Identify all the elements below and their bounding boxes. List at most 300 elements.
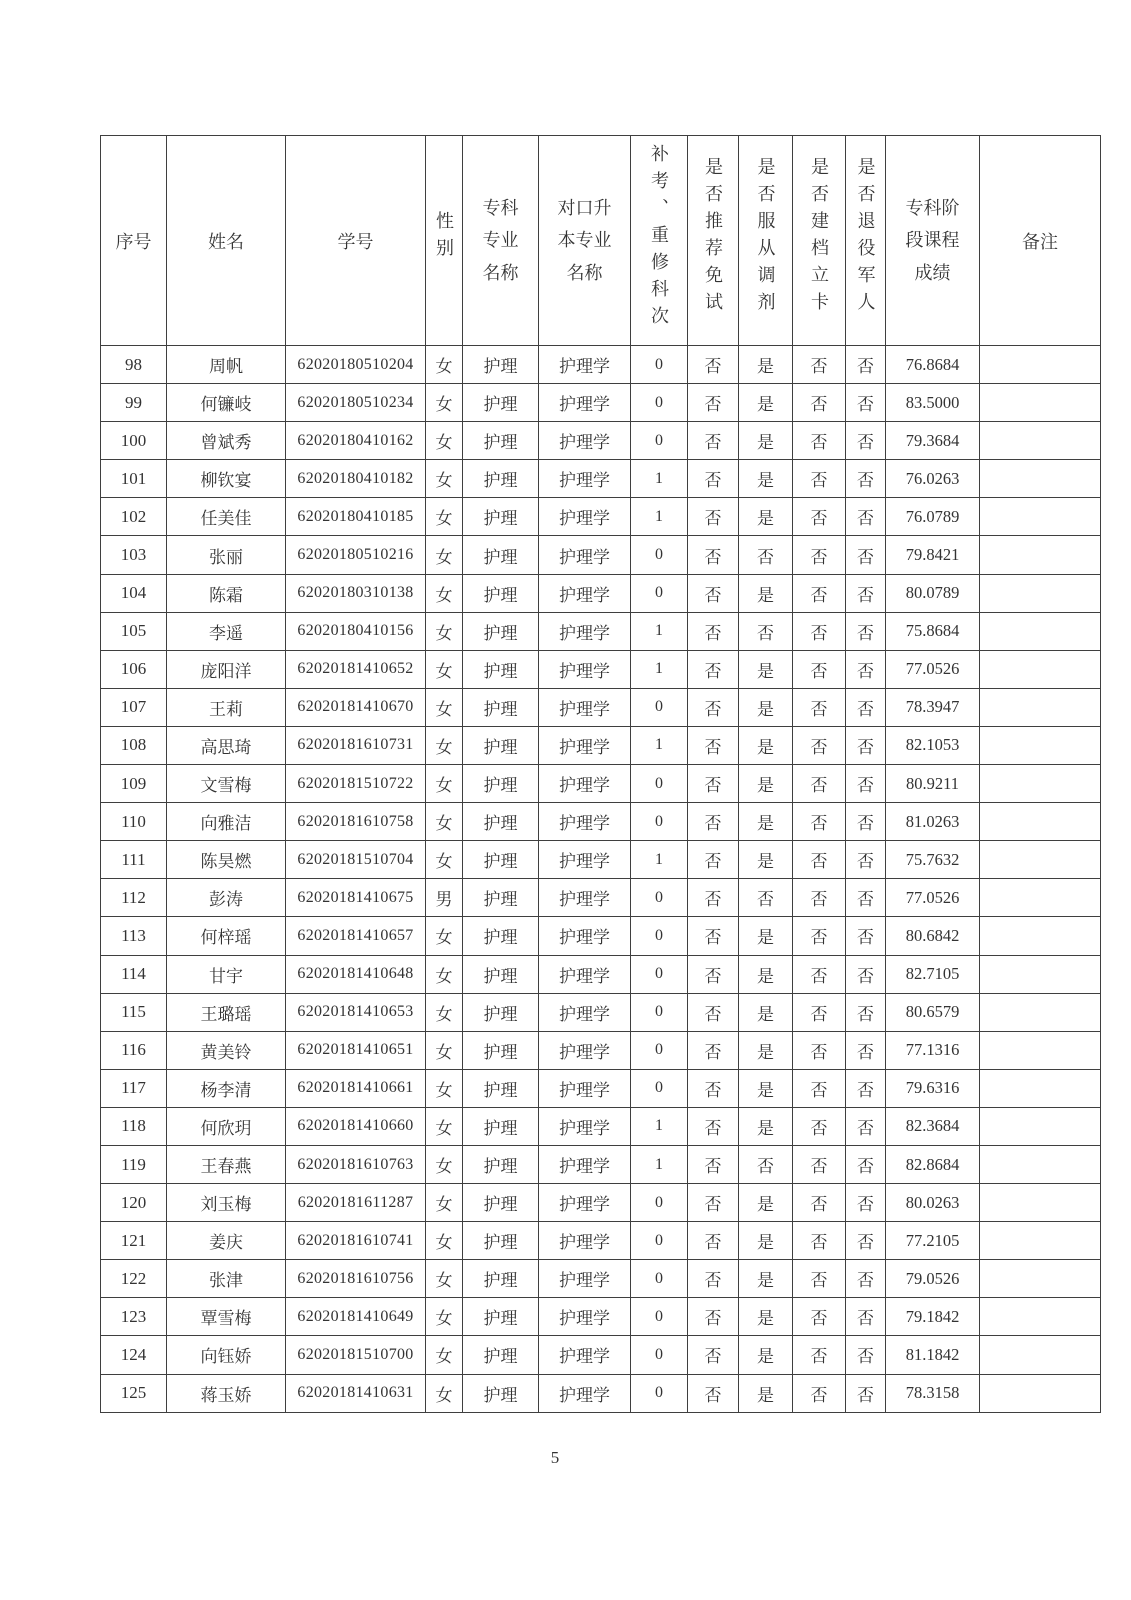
student-id-cell: 62020181410657 — [286, 917, 426, 955]
student-id-cell: 62020180410182 — [286, 460, 426, 498]
remark-cell — [980, 460, 1101, 498]
name-cell: 张丽 — [167, 536, 286, 574]
retake-count-cell: 1 — [631, 841, 688, 879]
score-cell: 80.6842 — [886, 917, 980, 955]
exempt-cell: 否 — [688, 688, 739, 726]
gender-cell: 女 — [426, 917, 463, 955]
veteran-cell: 否 — [846, 1336, 886, 1374]
college-major-cell: 护理 — [463, 879, 539, 917]
veteran-cell: 否 — [846, 346, 886, 384]
poverty-card-cell: 否 — [793, 1260, 846, 1298]
retake-count-cell: 0 — [631, 536, 688, 574]
col-header-college-major-label: 专科专业名称 — [482, 197, 519, 283]
target-major-cell: 护理学 — [539, 574, 631, 612]
poverty-card-cell: 否 — [793, 574, 846, 612]
name-cell: 陈霜 — [167, 574, 286, 612]
remark-cell — [980, 384, 1101, 422]
veteran-cell: 否 — [846, 917, 886, 955]
exempt-cell: 否 — [688, 726, 739, 764]
college-major-cell: 护理 — [463, 422, 539, 460]
student-id-cell: 62020180510216 — [286, 536, 426, 574]
college-major-cell: 护理 — [463, 1374, 539, 1412]
index-cell: 100 — [101, 422, 167, 460]
gender-cell: 女 — [426, 460, 463, 498]
college-major-cell: 护理 — [463, 1031, 539, 1069]
adjustment-cell: 是 — [739, 1298, 793, 1336]
poverty-card-cell: 否 — [793, 879, 846, 917]
remark-cell — [980, 612, 1101, 650]
retake-count-cell: 0 — [631, 1222, 688, 1260]
index-cell: 109 — [101, 765, 167, 803]
adjustment-cell: 是 — [739, 1184, 793, 1222]
index-cell: 115 — [101, 993, 167, 1031]
college-major-cell: 护理 — [463, 650, 539, 688]
target-major-cell: 护理学 — [539, 917, 631, 955]
remark-cell — [980, 498, 1101, 536]
adjustment-cell: 是 — [739, 993, 793, 1031]
adjustment-cell: 是 — [739, 346, 793, 384]
poverty-card-cell: 否 — [793, 612, 846, 650]
col-header-poverty-card — [793, 136, 846, 346]
college-major-cell: 护理 — [463, 1184, 539, 1222]
col-header-index-label: 序号 — [115, 231, 152, 252]
exempt-cell: 否 — [688, 1260, 739, 1298]
veteran-cell: 否 — [846, 1069, 886, 1107]
veteran-cell: 否 — [846, 1222, 886, 1260]
veteran-cell: 否 — [846, 726, 886, 764]
target-major-cell: 护理学 — [539, 384, 631, 422]
gender-cell: 男 — [426, 879, 463, 917]
name-cell: 高思琦 — [167, 726, 286, 764]
target-major-cell: 护理学 — [539, 1145, 631, 1183]
index-cell: 117 — [101, 1069, 167, 1107]
score-cell: 82.3684 — [886, 1107, 980, 1145]
col-header-target-major-label: 对口升本专业名称 — [557, 197, 612, 283]
score-cell: 79.1842 — [886, 1298, 980, 1336]
adjustment-cell: 是 — [739, 1107, 793, 1145]
name-cell: 甘宇 — [167, 955, 286, 993]
college-major-cell: 护理 — [463, 955, 539, 993]
poverty-card-cell: 否 — [793, 384, 846, 422]
college-major-cell: 护理 — [463, 574, 539, 612]
name-cell: 黄美铃 — [167, 1031, 286, 1069]
col-header-adjustment — [739, 136, 793, 346]
gender-cell: 女 — [426, 422, 463, 460]
col-header-exempt-label: 是否推荐免试 — [703, 157, 723, 319]
college-major-cell: 护理 — [463, 765, 539, 803]
index-cell: 112 — [101, 879, 167, 917]
score-cell: 77.1316 — [886, 1031, 980, 1069]
veteran-cell: 否 — [846, 574, 886, 612]
adjustment-cell: 是 — [739, 1260, 793, 1298]
remark-cell — [980, 536, 1101, 574]
target-major-cell: 护理学 — [539, 955, 631, 993]
exempt-cell: 否 — [688, 384, 739, 422]
remark-cell — [980, 1145, 1101, 1183]
retake-count-cell: 0 — [631, 803, 688, 841]
table-row — [101, 1145, 1101, 1183]
gender-cell: 女 — [426, 1260, 463, 1298]
retake-count-cell: 0 — [631, 422, 688, 460]
col-header-retake-count — [631, 136, 688, 346]
student-score-table — [100, 135, 1101, 1413]
gender-cell: 女 — [426, 650, 463, 688]
adjustment-cell: 是 — [739, 1031, 793, 1069]
retake-count-cell: 0 — [631, 346, 688, 384]
retake-count-cell: 0 — [631, 1069, 688, 1107]
poverty-card-cell: 否 — [793, 1374, 846, 1412]
poverty-card-cell: 否 — [793, 498, 846, 536]
student-id-cell: 62020180410156 — [286, 612, 426, 650]
remark-cell — [980, 422, 1101, 460]
index-cell: 101 — [101, 460, 167, 498]
index-cell: 102 — [101, 498, 167, 536]
table-row — [101, 841, 1101, 879]
adjustment-cell: 否 — [739, 612, 793, 650]
index-cell: 107 — [101, 688, 167, 726]
adjustment-cell: 是 — [739, 460, 793, 498]
table-row — [101, 1069, 1101, 1107]
exempt-cell: 否 — [688, 1031, 739, 1069]
name-cell: 何镰岐 — [167, 384, 286, 422]
college-major-cell: 护理 — [463, 460, 539, 498]
index-cell: 121 — [101, 1222, 167, 1260]
target-major-cell: 护理学 — [539, 1222, 631, 1260]
name-cell: 李遥 — [167, 612, 286, 650]
score-cell: 80.6579 — [886, 993, 980, 1031]
retake-count-cell: 0 — [631, 1031, 688, 1069]
retake-count-cell: 0 — [631, 1336, 688, 1374]
page-number: 5 — [550, 1448, 560, 1467]
gender-cell: 女 — [426, 765, 463, 803]
name-cell: 何欣玥 — [167, 1107, 286, 1145]
name-cell: 覃雪梅 — [167, 1298, 286, 1336]
adjustment-cell: 是 — [739, 384, 793, 422]
veteran-cell: 否 — [846, 1374, 886, 1412]
name-cell: 周帆 — [167, 346, 286, 384]
adjustment-cell: 是 — [739, 917, 793, 955]
adjustment-cell: 是 — [739, 841, 793, 879]
name-cell: 曾斌秀 — [167, 422, 286, 460]
remark-cell — [980, 1298, 1101, 1336]
score-cell: 76.0789 — [886, 498, 980, 536]
target-major-cell: 护理学 — [539, 993, 631, 1031]
remark-cell — [980, 1107, 1101, 1145]
name-cell: 蒋玉娇 — [167, 1374, 286, 1412]
college-major-cell: 护理 — [463, 1336, 539, 1374]
veteran-cell: 否 — [846, 650, 886, 688]
remark-cell — [980, 765, 1101, 803]
veteran-cell: 否 — [846, 1298, 886, 1336]
table-row — [101, 1107, 1101, 1145]
poverty-card-cell: 否 — [793, 536, 846, 574]
veteran-cell: 否 — [846, 688, 886, 726]
student-id-cell: 62020181610741 — [286, 1222, 426, 1260]
poverty-card-cell: 否 — [793, 1298, 846, 1336]
target-major-cell: 护理学 — [539, 536, 631, 574]
veteran-cell: 否 — [846, 1107, 886, 1145]
exempt-cell: 否 — [688, 346, 739, 384]
gender-cell: 女 — [426, 612, 463, 650]
adjustment-cell: 是 — [739, 726, 793, 764]
col-header-exempt — [688, 136, 739, 346]
poverty-card-cell: 否 — [793, 1069, 846, 1107]
target-major-cell: 护理学 — [539, 688, 631, 726]
student-id-cell: 62020181610756 — [286, 1260, 426, 1298]
table-row — [101, 346, 1101, 384]
veteran-cell: 否 — [846, 993, 886, 1031]
table-row — [101, 1298, 1101, 1336]
index-cell: 122 — [101, 1260, 167, 1298]
score-cell: 80.0263 — [886, 1184, 980, 1222]
name-cell: 向钰娇 — [167, 1336, 286, 1374]
retake-count-cell: 0 — [631, 1374, 688, 1412]
index-cell: 116 — [101, 1031, 167, 1069]
index-cell: 105 — [101, 612, 167, 650]
veteran-cell: 否 — [846, 1031, 886, 1069]
col-header-retake-count-label: 补考、重修科次 — [649, 143, 669, 333]
name-cell: 刘玉梅 — [167, 1184, 286, 1222]
gender-cell: 女 — [426, 1107, 463, 1145]
veteran-cell: 否 — [846, 955, 886, 993]
exempt-cell: 否 — [688, 879, 739, 917]
index-cell: 108 — [101, 726, 167, 764]
index-cell: 113 — [101, 917, 167, 955]
adjustment-cell: 是 — [739, 955, 793, 993]
poverty-card-cell: 否 — [793, 688, 846, 726]
college-major-cell: 护理 — [463, 1222, 539, 1260]
veteran-cell: 否 — [846, 841, 886, 879]
index-cell: 124 — [101, 1336, 167, 1374]
table-row — [101, 650, 1101, 688]
score-cell: 77.0526 — [886, 879, 980, 917]
score-cell: 77.0526 — [886, 650, 980, 688]
table-row — [101, 803, 1101, 841]
retake-count-cell: 1 — [631, 612, 688, 650]
col-header-score-label: 专科阶段课程成绩 — [905, 197, 960, 283]
remark-cell — [980, 1260, 1101, 1298]
poverty-card-cell: 否 — [793, 1107, 846, 1145]
table-row — [101, 1374, 1101, 1412]
target-major-cell: 护理学 — [539, 1336, 631, 1374]
veteran-cell: 否 — [846, 612, 886, 650]
score-cell: 79.6316 — [886, 1069, 980, 1107]
poverty-card-cell: 否 — [793, 803, 846, 841]
retake-count-cell: 1 — [631, 650, 688, 688]
adjustment-cell: 是 — [739, 422, 793, 460]
target-major-cell: 护理学 — [539, 346, 631, 384]
score-cell: 75.8684 — [886, 612, 980, 650]
remark-cell — [980, 1031, 1101, 1069]
poverty-card-cell: 否 — [793, 765, 846, 803]
adjustment-cell: 是 — [739, 1222, 793, 1260]
score-cell: 77.2105 — [886, 1222, 980, 1260]
remark-cell — [980, 726, 1101, 764]
college-major-cell: 护理 — [463, 346, 539, 384]
exempt-cell: 否 — [688, 422, 739, 460]
exempt-cell: 否 — [688, 536, 739, 574]
gender-cell: 女 — [426, 498, 463, 536]
table-row — [101, 765, 1101, 803]
score-cell: 78.3158 — [886, 1374, 980, 1412]
remark-cell — [980, 917, 1101, 955]
remark-cell — [980, 955, 1101, 993]
veteran-cell: 否 — [846, 460, 886, 498]
target-major-cell: 护理学 — [539, 879, 631, 917]
index-cell: 123 — [101, 1298, 167, 1336]
table-row — [101, 612, 1101, 650]
remark-cell — [980, 1069, 1101, 1107]
gender-cell: 女 — [426, 1145, 463, 1183]
remark-cell — [980, 879, 1101, 917]
student-id-cell: 62020181410648 — [286, 955, 426, 993]
veteran-cell: 否 — [846, 1184, 886, 1222]
col-header-poverty-card-label: 是否建档立卡 — [809, 157, 829, 319]
target-major-cell: 护理学 — [539, 650, 631, 688]
name-cell: 杨李清 — [167, 1069, 286, 1107]
col-header-remark — [980, 136, 1101, 346]
col-header-index — [101, 136, 167, 346]
adjustment-cell: 是 — [739, 803, 793, 841]
retake-count-cell: 0 — [631, 1298, 688, 1336]
name-cell: 庞阳洋 — [167, 650, 286, 688]
exempt-cell: 否 — [688, 1184, 739, 1222]
retake-count-cell: 1 — [631, 498, 688, 536]
poverty-card-cell: 否 — [793, 460, 846, 498]
retake-count-cell: 0 — [631, 993, 688, 1031]
table-row — [101, 498, 1101, 536]
poverty-card-cell: 否 — [793, 1145, 846, 1183]
exempt-cell: 否 — [688, 1069, 739, 1107]
col-header-student-id-label: 学号 — [337, 231, 374, 252]
remark-cell — [980, 993, 1101, 1031]
target-major-cell: 护理学 — [539, 1069, 631, 1107]
adjustment-cell: 是 — [739, 650, 793, 688]
adjustment-cell: 是 — [739, 765, 793, 803]
table-row — [101, 574, 1101, 612]
exempt-cell: 否 — [688, 574, 739, 612]
name-cell: 王春燕 — [167, 1145, 286, 1183]
exempt-cell: 否 — [688, 612, 739, 650]
gender-cell: 女 — [426, 1374, 463, 1412]
adjustment-cell: 是 — [739, 1336, 793, 1374]
student-id-cell: 62020180410185 — [286, 498, 426, 536]
college-major-cell: 护理 — [463, 1107, 539, 1145]
adjustment-cell: 否 — [739, 536, 793, 574]
score-cell: 79.3684 — [886, 422, 980, 460]
student-id-cell: 62020180510234 — [286, 384, 426, 422]
table-header — [101, 136, 1101, 346]
gender-cell: 女 — [426, 1031, 463, 1069]
student-id-cell: 62020181410661 — [286, 1069, 426, 1107]
poverty-card-cell: 否 — [793, 955, 846, 993]
retake-count-cell: 0 — [631, 384, 688, 422]
adjustment-cell: 是 — [739, 574, 793, 612]
table-row — [101, 422, 1101, 460]
exempt-cell: 否 — [688, 1298, 739, 1336]
target-major-cell: 护理学 — [539, 1374, 631, 1412]
student-id-cell: 62020181610731 — [286, 726, 426, 764]
college-major-cell: 护理 — [463, 726, 539, 764]
col-header-veteran — [846, 136, 886, 346]
retake-count-cell: 0 — [631, 879, 688, 917]
score-cell: 76.0263 — [886, 460, 980, 498]
retake-count-cell: 1 — [631, 1145, 688, 1183]
target-major-cell: 护理学 — [539, 1184, 631, 1222]
gender-cell: 女 — [426, 1069, 463, 1107]
poverty-card-cell: 否 — [793, 726, 846, 764]
college-major-cell: 护理 — [463, 612, 539, 650]
retake-count-cell: 0 — [631, 765, 688, 803]
student-id-cell: 62020180510204 — [286, 346, 426, 384]
col-header-gender-label: 性别 — [434, 211, 454, 265]
retake-count-cell: 0 — [631, 1184, 688, 1222]
score-cell: 76.8684 — [886, 346, 980, 384]
adjustment-cell: 是 — [739, 688, 793, 726]
target-major-cell: 护理学 — [539, 803, 631, 841]
exempt-cell: 否 — [688, 955, 739, 993]
score-cell: 83.5000 — [886, 384, 980, 422]
table-row — [101, 917, 1101, 955]
student-id-cell: 62020181410631 — [286, 1374, 426, 1412]
name-cell: 文雪梅 — [167, 765, 286, 803]
target-major-cell: 护理学 — [539, 1260, 631, 1298]
gender-cell: 女 — [426, 803, 463, 841]
score-cell: 80.9211 — [886, 765, 980, 803]
name-cell: 柳钦宴 — [167, 460, 286, 498]
index-cell: 103 — [101, 536, 167, 574]
score-cell: 80.0789 — [886, 574, 980, 612]
college-major-cell: 护理 — [463, 803, 539, 841]
student-id-cell: 62020181610763 — [286, 1145, 426, 1183]
target-major-cell: 护理学 — [539, 726, 631, 764]
retake-count-cell: 0 — [631, 955, 688, 993]
score-cell: 82.7105 — [886, 955, 980, 993]
veteran-cell: 否 — [846, 1260, 886, 1298]
score-cell: 81.0263 — [886, 803, 980, 841]
student-id-cell: 62020181410660 — [286, 1107, 426, 1145]
gender-cell: 女 — [426, 346, 463, 384]
veteran-cell: 否 — [846, 1145, 886, 1183]
remark-cell — [980, 1184, 1101, 1222]
student-id-cell: 62020181510700 — [286, 1336, 426, 1374]
college-major-cell: 护理 — [463, 917, 539, 955]
exempt-cell: 否 — [688, 917, 739, 955]
name-cell: 姜庆 — [167, 1222, 286, 1260]
poverty-card-cell: 否 — [793, 993, 846, 1031]
adjustment-cell: 否 — [739, 1145, 793, 1183]
target-major-cell: 护理学 — [539, 460, 631, 498]
col-header-college-major — [463, 136, 539, 346]
gender-cell: 女 — [426, 1298, 463, 1336]
gender-cell: 女 — [426, 726, 463, 764]
index-cell: 111 — [101, 841, 167, 879]
remark-cell — [980, 574, 1101, 612]
adjustment-cell: 是 — [739, 1374, 793, 1412]
index-cell: 118 — [101, 1107, 167, 1145]
retake-count-cell: 0 — [631, 574, 688, 612]
table-row — [101, 1031, 1101, 1069]
table-row — [101, 879, 1101, 917]
student-id-cell: 62020180310138 — [286, 574, 426, 612]
target-major-cell: 护理学 — [539, 1107, 631, 1145]
col-header-score — [886, 136, 980, 346]
gender-cell: 女 — [426, 688, 463, 726]
poverty-card-cell: 否 — [793, 422, 846, 460]
poverty-card-cell: 否 — [793, 1336, 846, 1374]
col-header-veteran-label: 是否退役军人 — [855, 157, 876, 319]
student-id-cell: 62020181510722 — [286, 765, 426, 803]
